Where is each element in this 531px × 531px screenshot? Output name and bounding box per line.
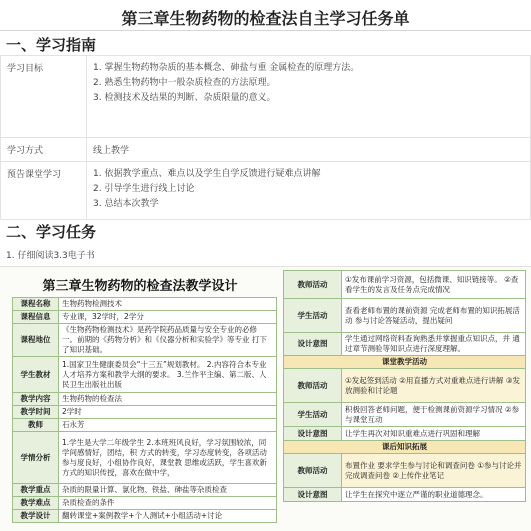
activity-table [283,270,526,502]
activity-value: 学生通过网络资料查询熟悉并掌握重点知识点，并 通过章节测验等知识点进行深度理解。 [342,333,526,356]
row-key: 教学重点 [13,484,59,497]
design-title: 第三章生物药物的检查法教学设计 [42,279,238,294]
preview-item: 2. 引导学生进行线上讨论 [93,184,195,194]
section-band: 课后知识拓展 [284,441,526,454]
preview-label: 预告课堂学习 [1,162,87,220]
section-heading-guide: 一、学习指南 [6,36,97,54]
activity-value: ①发布课前学习资源，包括微课、知识链接等。 ②查看学生的发言及任务点完成情况 [342,271,526,299]
row-key: 教学难点 [13,497,59,510]
row-key: 课程信息 [13,311,59,324]
row-value: 1.国家卫生健康委员会“十三五”规划教材。 2.内容符合本专业人才培养方案和教学大纲的要求。 3.兰作平主编、第二版、人民卫生出版社出版 [59,357,277,393]
page-title: 第三章生物药物的检查法自主学习任务单 [121,9,410,28]
row-value: 生物药物检测技术 [59,298,277,311]
row-value: 杂质检查的条件 [59,497,277,510]
row-key: 教师 [13,419,59,432]
objective-item: 3. 检测技术及结果的判断、杂质限量的意义。 [93,93,276,103]
activity-key: 学生活动 [284,299,342,333]
section-band: 课堂教学活动 [284,356,526,369]
preview-item: 1. 依据教学重点、难点以及学生自学反馈进行疑难点讲解 [93,169,321,179]
row-value: 杂质的限量计算、氯化物、铁盐、砷盐等杂质检查 [59,484,277,497]
study-guide-table [0,55,531,220]
activity-key: 教师活动 [284,369,342,403]
activity-value: 让学生在探究中逐立严谨的职业道德理念。 [342,488,526,502]
row-value: 生物药物的检查法 [59,393,277,406]
row-key: 教学时间 [13,406,59,419]
objectives-label: 学习目标 [1,56,87,138]
preview-cell [87,162,531,220]
activity-key: 教师活动 [284,454,342,488]
mode-value: 线上教学 [87,138,531,162]
mode-label: 学习方式 [1,138,87,162]
activity-value: 查看老师布置的课前资源 完成老师布置的知识拓展活动 参与讨论答疑活动，提出疑问 [342,299,526,333]
row-key: 教学设计 [13,510,59,523]
objective-item: 2. 熟悉生物药物中一般杂质检查的方法原理。 [93,78,276,88]
divider [0,30,531,31]
activity-value: 布置作业 要求学生参与讨论和调查问卷 ①参与讨论并完成调查问卷 ②上传作业笔记 [342,454,526,488]
objective-item: 1. 掌握生物药物杂质的基本概念、砷盐与重 金属检查的原理方法。 [93,63,360,73]
activity-key: 教师活动 [284,271,342,299]
row-key: 学生教材 [13,357,59,393]
activity-key: 学生活动 [284,403,342,427]
row-value: 专业课，32学时，2学分 [59,311,277,324]
row-value: 1.学生是大学二年级学生 2.本班班风良好，学习氛围较浓，同学间感情好，团结，积 方式的转变，学习态度转变，各项活动参与度良好，小组协作良好，课堂教 思维或活跃，学生喜欢新方式的知识传授，喜欢在做中学， [59,432,277,484]
activity-value: 让学生再次对知识重难点进行巩固和理解 [342,427,526,441]
activity-value: 积极回答老师问题，便于检测课前资源学习情况 ②参与课堂互动 [342,403,526,427]
preview-item: 3. 总结本次教学 [93,199,159,209]
activity-value: ①发起签到活动 ②用直播方式对重难点进行讲解 ③发放测验和讨论题 [342,369,526,403]
activity-key: 设计意图 [284,333,342,356]
row-key: 课程名称 [13,298,59,311]
activity-key: 设计意图 [284,488,342,502]
objectives-cell [87,56,531,138]
row-value: 2学时 [59,406,277,419]
row-key: 课程地位 [13,324,59,357]
row-key: 学情分析 [13,432,59,484]
section-heading-task: 二、学习任务 [6,223,97,241]
row-key: 教学内容 [13,393,59,406]
activity-key: 设计意图 [284,427,342,441]
row-value: 《生物药物检测技术》是药学院药品质量与安全专业的必修 一。前期的《药物分析》和《仪器分析和实验学》等专业 打下了知识基础。 [59,324,277,357]
row-value: 翻转课堂+案例教学+个人测试+小组活动+讨论 [59,510,277,523]
task-item: 1. 仔细阅读3.3电子书 [6,251,95,261]
course-info-table [12,297,277,523]
row-value: 石永芳 [59,419,277,432]
